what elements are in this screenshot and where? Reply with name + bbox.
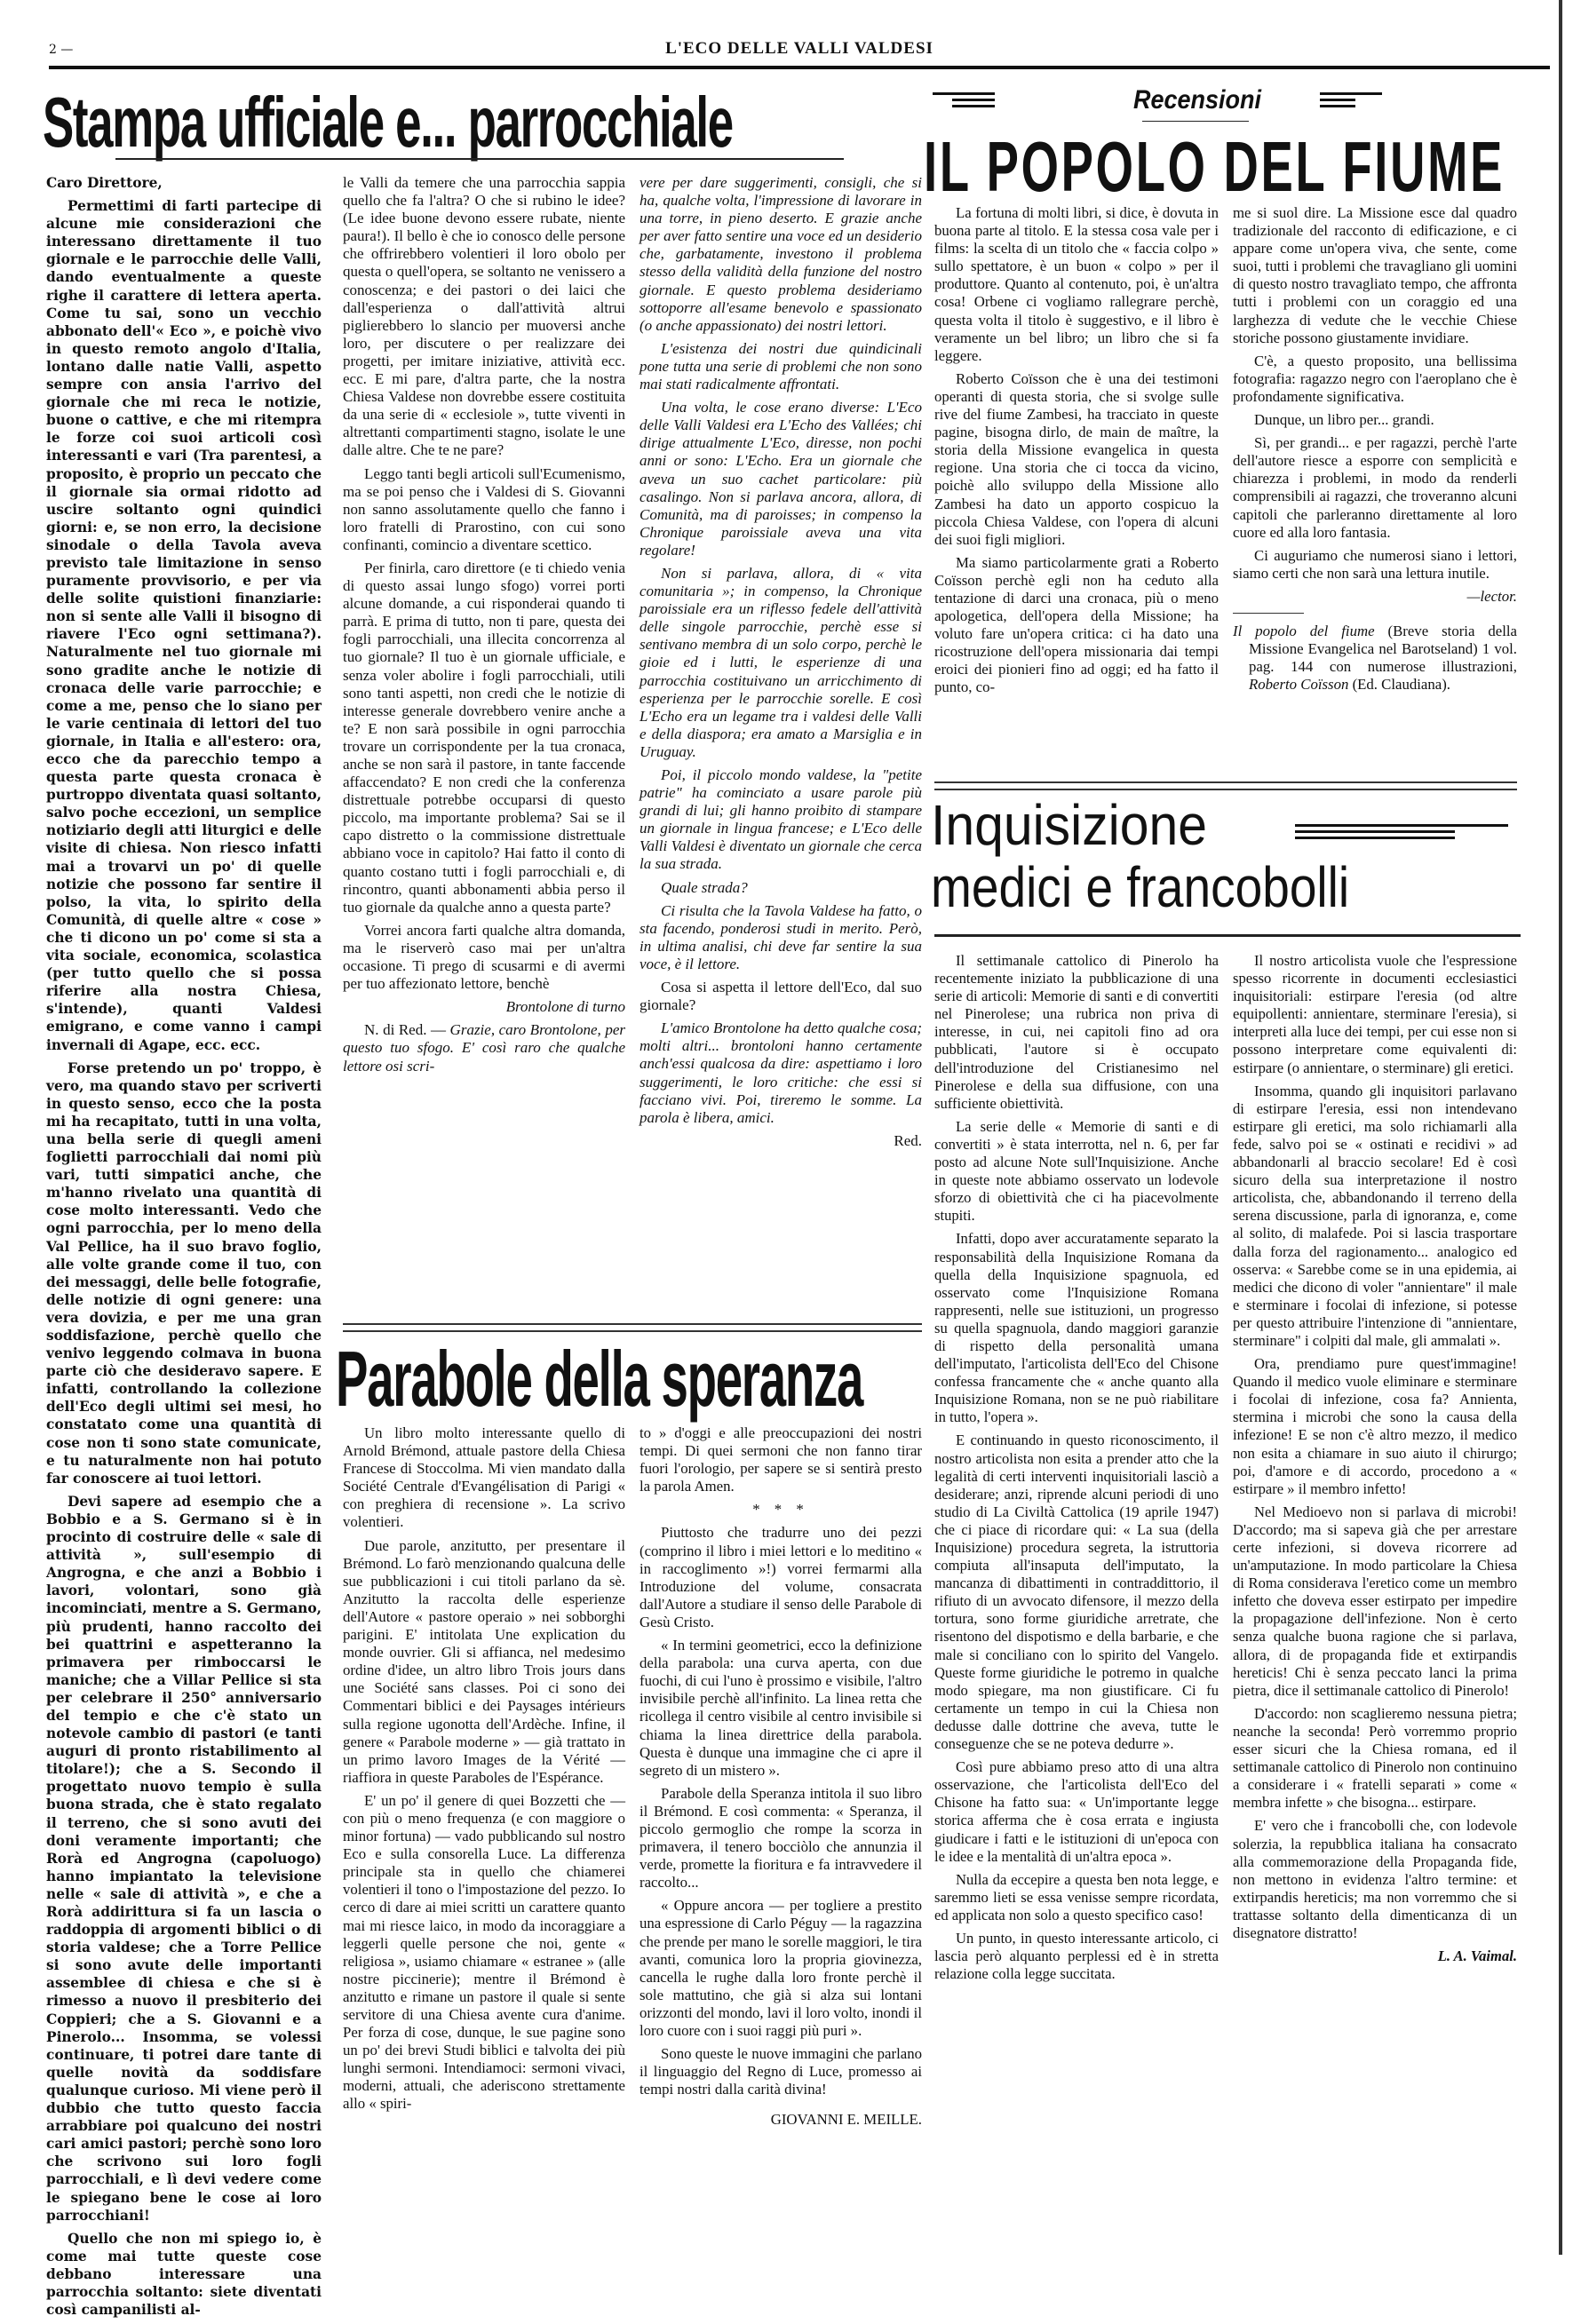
headline-stampa: Stampa ufficiale e... parrocchiale (43, 83, 733, 162)
paragraph: Il settimanale cattolico di Pinerolo ha recentemente iniziato la pubblicazione di una serie di articoli: Memorie di santi e di convertiti nel Pinerolese; una rubrica non priva di interesse, in cui, nei capitoli fino ad ora pubblicati, l'autore si è occupato dell'introduzione del Cristianesimo nel Pinerolese e della sua diffusione, con una sufficiente obiettività. (934, 952, 1219, 1112)
paragraph: Sono queste le nuove immagini che parlano il linguaggio del Regno di Luce, promesso ai tempi nostri dalla carità divina! (640, 2045, 922, 2098)
section-kicker-recensioni: Recensioni (1133, 85, 1262, 115)
signature-brontolone: Brontolone di turno (505, 998, 625, 1016)
paragraph: Nel Medioevo non si parlava di microbi! D'accordo; ma si sapeva già che per arrestare certe infezioni, si doveva ricorrere ad un'amputazione. In modo particolare la Chiesa di Roma considerava l'eretico come un membro infetto che doveva esser estirpato per impedire la propagazione dell'infezione. Non è certo senza qualche buona ragione che si parlava, allora, di de propaganda fide et extirpandis hereticis! Chi è senza peccato lanci la prima pietra, dice il settimanale cattolico di Pinerolo! (1233, 1503, 1517, 1699)
paragraph: le Valli da temere che una parrocchia sappia quello che fa l'altra? O che si rubino le idee? (Le idee buone devono essere rubate, niente paura!). Il bello è che io conosco delle persone che offrirebbero volentieri il loro obolo per questa o quell'opera, se soltanto ne venissero a conoscenza; e dei pastori o dei laici che dall'esperienza o dall'attività altrui piglierebbero lo slancio per muoversi anche loro, per discutere o per realizzare dei progetti, per imitare iniziative, attività ecc. ecc. E mi pare, d'altra parte, che la nostra Chiesa Valdese non dovrebbe essere costituita da una serie di « ecclesiole », tutte viventi in altrettanti compartimenti stagno, isolate le une dalle altre. Che te ne pare? (343, 174, 625, 459)
paragraph: Così pure abbiamo preso atto di una altra osservazione, che l'articolista dell'Eco del Chisone ha fatto sua: « Un'importante legge storica afferma che è cosa errata e ingiusta giudicare i fatti e le istituzioni di un'epoca con le idee e la mentalità di un'altra epoca ». (934, 1758, 1219, 1865)
paragraph: Dunque, un libro per... grandi. (1254, 411, 1434, 429)
headline-underline (934, 934, 1521, 937)
book-info-divider (1233, 613, 1304, 614)
paragraph: Una volta, le cose erano diverse: L'Eco delle Valli Valdesi era L'Echo des Vallées; chi dirige attualmente L'Eco, diresse, non pochi anni or sono: L'Echo. Era un giornale che aveva un suo cachet particolare: più casalingo. Non si parlava ancora, allora, di Comunità, ma di paroisses; in compenso la Chronique paroissiale aveva una vita regolare! (640, 399, 922, 559)
paragraph: to » d'oggi e alle preoccupazioni dei nostri tempi. Di quei sermoni che non fanno tirar fuori l'orologio, per sapere se si sentirà presto la parola Amen. (640, 1424, 922, 1495)
newspaper-name: L'ECO DELLE VALLI VALDESI (665, 39, 933, 58)
signature-meille: GIOVANNI E. MEILLE. (770, 2111, 922, 2129)
masthead (49, 27, 1550, 67)
stampa-col-2 (343, 174, 625, 1081)
paragraph: Parabole della Speranza intitola il suo libro il Brémond. E così commenta: « Speranza, il piccolo germoglio che rompe la scorza in primavera, il tenero bocciòlo che annunzia il verde, promette la fioritura e fa intravvedere il raccolto... (640, 1784, 922, 1892)
headline-popolo: IL POPOLO DEL FIUME (924, 127, 1505, 206)
paragraph: L'esistenza dei nostri due quindicinali pone tutta una serie di problemi che non sono mai stati radicalmente affrontati. (640, 339, 922, 393)
headline-inquisizione-line2: medici e francobolli (931, 855, 1350, 919)
book-details: (Breve storia della Missione Evangelica nel Barotseland) 1 vol. pag. 144 con numerose illustrazioni, (1249, 622, 1517, 676)
popolo-col-1 (934, 204, 1219, 702)
section-divider (934, 781, 1517, 790)
inquisizione-col-2 (1233, 952, 1517, 1971)
section-divider (343, 1323, 922, 1332)
paragraph: Ora, prendiamo pure quest'immagine! Quando il medico vuole eliminare e sterminare i focolai di infezione, cosa fa? Annienta, stermina i microbi che sono la causa della infezione! E se non c'è altro mezzo, il medico non esita a chiamare in suo aiuto il chirurgo; poi, d'amore e di accordo, procedono a « estirpare » il membro infetto! (1233, 1355, 1517, 1497)
paragraph: Ci auguriamo che numerosi siano i lettori, siamo certi che non sarà una lettura inutile. (1233, 546, 1517, 582)
paragraph: Insomma, quando gli inquisitori parlavano di estirpare l'eresia, essi non intendevano estirpare gli eretici, ma solo richiamarli alla fede, salvo poi se « ostinati e recidivi » ad abbandonarli al braccio secolare! Ed è così sicuro della sua interpretazione il nostro articolista, che, abbandonando il terreno della serena discussione, parla di ignoranza, e, come al solito, di malafede. Poi si lascia trasportare dalla forza del ragionamento... analogico ed osserva: « Sarebbe come se in una epidemia, ai medici che dicono di voler "annientare" il male e sterminare i focolai di infezione, si potesse per questo attribuire l'intenzione di "annientare, sterminare" i colpiti dal male, gli ammalati ». (1233, 1082, 1517, 1349)
paragraph: E' un po' il genere di quei Bozzetti che — con più o meno frequenza (e con maggiore o minor fortuna) — vado pubblicando sul nostro Eco e sulla consorella Luce. La differenza principale sta in quello che chiamerei volentieri il tono o l'impostazione del pezzo. Io cerco di dare ai miei scritti un carattere quanto mai mi riesce laico, in modo da incoraggiare a leggerli quelle persone che noi, gente « religiosa », usiamo chiamare « estranee » (alle nostre piccinerie); mentre il Brémond è anzitutto e rimane un pastore il quale si sente servitore di una Chiesa avente cura d'anime. Per forza di cose, dunque, le sue pagine sono un po' dei brevi Studi biblici e talvolta dei più lunghi sermoni. Intendiamoci: sermoni vivaci, moderni, attuali, che aderiscono strettamente allo « spiri- (343, 1791, 625, 2113)
paragraph: Quale strada? (661, 878, 748, 896)
paragraph: E' vero che i francobolli che, con lodevole solerzia, la repubblica italiana ha consacrato alla commemorazione della Propaganda fide, non mettono in evidenza l'altro termine: et extirpandis hereticis; ma non vorremmo che si trattasse soltanto della dimenticanza di un disegnatore distratto! (1233, 1817, 1517, 1941)
inquisizione-col-1 (934, 952, 1219, 1988)
section-separator-stars: * * * (752, 1501, 809, 1519)
paragraph: D'accordo: non scaglieremo nessuna pietra; neanche la seconda! Però vorremmo proprio esser sicuri che la Chiesa romana, ed il settimanale cattolico di Pinerolo non continuino a considerare i « fratelli separati » come « membra infette » che bisogna... estirpare. (1233, 1704, 1517, 1812)
paragraph: Ma siamo particolarmente grati a Roberto Coïsson perchè egli non ha ceduto alla tentazione di darci una cronaca, più o meno apologetica, dell'opera della Missione; ha voluto fare un'opera critica: ci ha dato una ricostruzione dell'opera missionaria dai tempi eroici dei pionieri fino ad oggi; ed ha fatto il punto, co- (934, 553, 1219, 696)
paragraph: Quello che non mi spiego io, è come mai tutte queste cose debbano interessare una parrocchia soltanto: siete diventati così campanilisti al- (46, 2230, 322, 2319)
paragraph: Non si parlava, allora, di « vita comunitaria »; in compenso, la Chronique paroissiale era un riflesso fedele dell'attività delle singole parrocchie, perchè esse si sentivano membra di un solo corpo, perchè le gioie ed i lutti, le esperienze di una parrocchia costituivano un arricchimento di esperienza per le parrocchie sorelle. E così L'Echo era un legame tra i valdesi delle Valli e della diaspora; era amato a Marsiglia e in Uruguay. (640, 564, 922, 760)
decorative-lines-right (1320, 92, 1382, 111)
paragraph: Due parole, anzitutto, per presentare il Brémond. Lo farò menzionando qualcuna delle sue pubblicazioni i cui titoli parlano da sè. Anzitutto la raccolta delle esperienze dell'Autore « pastore operaio » nei sobborghi parigini. E' intitolata Une explication du monde ouvrier. Gli si affianca, nel medesimo ordine d'idee, un altro libro Trois jours dans une Société sans classes. Poi ci sono dei Commentari biblici e dei Paysages intérieurs sulla regione ugonotta dell'Ardèche. Infine, il genere « Parabole moderne » — già trattato in un primo lavoro Images de la Vérité — riaffiora in queste Paraboles de l'Espérance. (343, 1536, 625, 1786)
paragraph: Ci risulta che la Tavola Valdese ha fatto, o sta facendo, ponderosi studi in merito. Però, in ultima analisi, chi deve far sentire la sua voce, è il lettore. (640, 901, 922, 972)
stampa-col-1 (46, 174, 322, 2324)
signature-lector: —lector. (1466, 587, 1517, 605)
paragraph: L'amico Brontolone ha detto qualche cosa; molti altri... brontoloni hanno certamente anch'essi qualcosa da dire: aspettiamo i loro suggerimenti, le loro critiche: che essi si facciano vivi. Poi, tireremo le somme. La parola è libera, amici. (640, 1019, 922, 1126)
paragraph: Poi, il piccolo mondo valdese, la "petite patrie" ha cominciato a usare parole più grandi di lui; gli hanno proibito di stampare un giornale in lingua francese; e L'Eco delle Valli Valdesi è diventato un giornale che cerca la sua strada. (640, 766, 922, 873)
paragraph: Devi sapere ad esempio che a Bobbio e a S. Germano si è in procinto di costruire delle « sale di attività », sull'esempio di Angrogna, e che anzi a Bobbio i lavori, volontari, sono già incominciati, mentre a S. Germano, più prudenti, hanno raccolto dei bei quattrini e aspetteranno la primavera per rimboccarsi le maniche; che a Villar Pellice si sta per celebrare il 250° anniversario del tempio e che c'è stato un notevole cambio di pastori (e tanti auguri di pronto ristabilimento al titolare!); che a S. Secondo il progettato nuovo tempio è sulla buona strada, che è stato regalato il terreno, che si sono avuti dei doni veramente importanti; che Rorà ed Angrogna (capoluogo) hanno impiantato la televisione nelle « sale di attività », e che a Rorà addirittura si fa un lascia o raddoppia di argomenti biblici o di storia valdese; che a Torre Pellice si sono avute delle importanti assemblee di chiesa e che si è rimesso a nuovo il presbiterio dei Coppieri; che a S. Giovanni e a Pinerolo... Insomma, se volessi continuare, ti potrei dare tante di quelle novità da soddisfare qualunque curioso. Mi viene però il dubbio che tutto questo faccia arrabbiare poi qualcuno dei nostri cari amici pastori; perchè sono loro che scrivono sui loro fogli parrocchiali, e lì devi vedere come le spiegano bene le cose ai loro parrocchiani! (46, 1493, 322, 2224)
parabole-col-2 (640, 1424, 922, 2134)
paragraph: Forse pretendo un po' troppo, è vero, ma quando stavo per scriverti in questo senso, ecco che la posta mi ha recapitato, tutti in una volta, una bella serie di quegli ameni foglietti parrocchiali dai nomi più vari, tutti simpatici anche, che m'hanno rivelato una quantità di cose molto interessanti. Vedo che ogni parrocchia, per lo meno della Val Pellice, ha il suo bravo foglio, alle volte grande come il tuo, con dei messaggi, delle belle fotografie, delle notizie di ogni genere: una vera dovizia, e per me una gran soddisfazione, perchè quello che venivo leggendo colmava in buona parte ciò che desideravo sapere. E infatti, controllando la collezione dell'Eco degli ultimi sei mesi, ho constatato come una quantità di cose non ti sono state comunicate, e tu naturalmente non hai potuto far conoscere ai tuoi lettori. (46, 1059, 322, 1487)
paragraph: C'è, a questo proposito, una bellissima fotografia: ragazzo negro con l'aeroplano che è profondamente significativa. (1233, 352, 1517, 405)
paragraph: La fortuna di molti libri, si dice, è dovuta in buona parte al titolo. E la stessa cosa vale per i films: la scelta di un titolo che « faccia colpo » sullo spettatore, è un buon « colpo » per il produttore. Quanto al contenuto, poi, è un'altra cosa! Orbene ci vogliamo rallegrare perchè, questa volta il titolo è suggestivo, e il libro è veramente un bel libro; un libro che si fa leggere. (934, 204, 1219, 364)
paragraph: Un punto, in questo interessante articolo, ci lascia però alquanto perplessi ed è in stretta relazione colla legge succitata. (934, 1929, 1219, 1983)
paragraph: E continuando in questo riconoscimento, il nostro articolista non esita a prender atto che la legalità di certi interventi inquisitoriali lasciò a desiderare; anzi, riprende alcuni periodi di uno studio di La Civiltà Cattolica (19 aprile 1947) che ci piace di ricordare qui: « La sua (della Inquisizione) procedura segreta, la istruttoria compiuta all'insaputa dell'imputato, la mancanza di dibattimenti in contraddittorio, il rifiuto di un avvocato difensore, il mezzo della tortura, sono forme giuridiche arretrate, che risentono del dispotismo e della barbarie, e che male si conciliano con lo spirito del Vangelo. Queste forme giuridiche le potremo in qualche modo spiegare, ma non giustificare. Ci fu certamente un tempo in cui la Chiesa non dedusse dalle dottrine che aveva, tutte le conseguenze che se ne poteva dedurre ». (934, 1432, 1219, 1753)
paragraph: vere per dare suggerimenti, consigli, che si ha, qualche volta, l'impressione di lavorare in una torre, in pieno deserto. E grazie anche per aver fatto sentire una voce ed un desiderio che, garbatamente, investono il problema stesso della validità della funzione del nostro giornale. E questo problema desideriamo sottoporre all'esame benevolo e spassionato (o anche appassionato) dei nostri lettori. (640, 174, 922, 334)
paragraph: me si suol dire. La Missione esce dal quadro tradizionale del racconto di edificazione, e ci appare come un'opera viva, che sente, come suoi, tutti i problemi che travagliano gli uomini di questo nostro travagliato tempo, che affronta tutti i problemi con un coraggio ed una larghezza di vedute che le vecchie Chiese storiche possono giustamente invidiare. (1233, 204, 1517, 346)
headline-inquisizione-line1: Inquisizione (931, 793, 1207, 857)
parabole-col-1 (343, 1424, 625, 2119)
paragraph: Nulla da eccepire a questa ben nota legge, e saremmo lieti se essa venisse sempre ricordata, ed applicata non solo a questo specifico caso! (934, 1870, 1219, 1923)
book-title: Il popolo del fiume (1233, 622, 1375, 639)
signature-vaimal: L. A. Vaimal. (1437, 1947, 1517, 1965)
stampa-col-3 (640, 174, 922, 1155)
page-number: 2 — (49, 43, 74, 57)
headline-underline (115, 158, 844, 160)
paragraph: La serie delle « Memorie di santi e di convertiti » è stata interrotta, nel n. 6, per far posto ad alcune Note sull'Inquisizione. Anche in queste note abbiamo osservato un lodevole sforzo di obiettività che ci ha piacevolmente stupiti. (934, 1117, 1219, 1225)
page-edge (1559, 0, 1562, 2255)
popolo-col-2 (1233, 204, 1517, 699)
paragraph: Leggo tanti begli articoli sull'Ecumenismo, ma se poi penso che i Valdesi di S. Giovanni non sanno assolutamente quello che fanno i loro fratelli di Prarostino, con cui sono confinanti, comincio a diventare scettico. (343, 464, 625, 553)
decorative-lines-left (933, 92, 995, 111)
paragraph: Per finirla, caro direttore (e ti chiedo venia di questo assai lungo sfogo) vorrei porti alcune domande, a cui risponderai quando ti parrà. E prima di tutto, non ti pare, questa dei fogli parrocchiali, una illecita concorrenza al tuo giornale? Il tuo è un giornale ufficiale, e senza voler abolire i fogli parrocchiali, utili sono tanti aspetti, non credi che le notizie di interesse generale dovrebbero venire anche a te? E non sarà possibile in ogni parrocchia trovare un corrispondente per la tua cronaca, anche se non sarà il pastore, in tante faccende affaccendato? E non credi che la conferenza distrettuale potrebbe occuparsi di questo piccolo, ma importante problema? Sai se il capo distretto o la commissione distrettuale abbiano voce in capitolo? Hai fatto il conto di quanto costano tutti i fogli parrocchiali e, di rincontro, quanti abbonamenti abbia perso il tuo giornale da qualche anno a questa parte? (343, 559, 625, 916)
salutation: Caro Direttore, (46, 175, 163, 191)
masthead-rule (49, 66, 1550, 69)
paragraph: Piuttosto che tradurre uno dei pezzi (comprino il libro i miei lettori e lo meditino « in raccoglimento »!) vorrei fermarmi alla Introduzione del volume, consacrata dall'Autore a studiare il senso delle Parabole di Gesù Cristo. (640, 1524, 922, 1630)
paragraph: Roberto Coïsson che è una dei testimoni operanti di questa storia, che si svolge sulle rive del fiume Zambesi, ha tracciato in queste pagine, bisogna dirlo, de main de maître, la storia della Missione evangelica in questa regione. Una storia che ci tocca da vicino, poichè allo sviluppo della Missione allo Zambesi ha dato un apporto cospicuo la piccola Chiesa Valdese, con l'opera di alcuni dei suoi figli migliori. (934, 369, 1219, 548)
editor-note-label: N. di Red. — (364, 1021, 446, 1039)
book-author: Roberto Coïsson (1249, 676, 1349, 694)
paragraph: Sì, per grandi... e per ragazzi, perchè l'arte dell'autore riesce a esporre con semplicità e chiarezza i problemi, in modo da renderli comprensibili ai ragazzi, che troveranno alcuni capitoli che parleranno direttamente al loro cuore ed alla loro fantasia. (1233, 434, 1517, 541)
paragraph: Cosa si aspetta il lettore dell'Eco, dal suo giornale? (640, 979, 922, 1014)
paragraph: Un libro molto interessante quello di Arnold Brémond, attuale pastore della Chiesa Francese di Stoccolma. Mi vien mandato dalla Société Centrale d'Evangélisation di Parigi « con preghiera di recensione ». La scrivo volentieri. (343, 1424, 625, 1531)
book-info (1233, 623, 1517, 694)
paragraph: Il nostro articolista vuole che l'espressione spesso ricorrente in documenti ecclesiastici inquisitoriali: estirpare l'eresia (od altre equipollenti: annientare, sterminare l'eresia), si interpreti alla luce dei tempi, per cui esse non si possono interpretare come equivalenti di: estirpare (o annientare, o sterminare) gli eretici. (1233, 952, 1517, 1076)
kicker-underline (1142, 121, 1249, 122)
book-publisher: (Ed. Claudiana). (1352, 676, 1451, 694)
paragraph: Infatti, dopo aver accuratamente separato la responsabilità della Inquisizione Romana da quella della Inquisizione spagnuola, ed osservato come l'Inquisizione Romana rappresenti, nelle sue istituzioni, un progresso su quella spagnuola, dando maggiori garanzie di rispetto della personalità umana dell'imputato, l'articolista dell'Eco del Chisone confessa francamente che « anche quanto alla Inquisizione Romana, non se ne può riabilitare in tutto, l'opera ». (934, 1230, 1219, 1426)
editor-note-text: Grazie, caro Brontolone, per questo tuo sfogo. E' così raro che qualche lettore osi scri- (343, 1021, 625, 1075)
decorative-lines-inquisizione (1295, 824, 1508, 843)
paragraph: Permettimi di farti partecipe di alcune mie considerazioni che interessano direttamente il tuo giornale e le parrocchie delle Valli, dando eventualmente a queste righe il carattere di lettera aperta. Come tu sai, sono un vecchio abbonato dell'« Eco », e poichè vivo in questo remoto angolo d'Italia, lontano dalle natie Valli, aspetto sempre con ansia l'arrivo del giornale che mi reca le notizie, buone o cattive, e che mi ritempra le forze coi suoi articoli così interessanti e vari (Tra parentesi, a proposito, è proprio un peccato che il giornale sia ormai ridotto ad uscire soltanto ogni quindici giorni: e, se non erro, la decisione sinodale o della Tavola aveva previsto tale limitazione in senso puramente provvisorio, e per via delle solite quistioni finanziarie: non si sente alle Valli il bisogno di riavere l'Eco ogni settimana?). Naturalmente nel tuo giornale mi sono gradite anche le notizie di cronaca delle varie parrocchie; e come a me, penso che lo siano per le varie centinaia di lettori del tuo giornale, in Italia e all'estero: ora, ecco che da parecchio tempo a questa parte questa cronaca è purtroppo diventata quasi soltanto, salvo poche eccezioni, un semplice notiziario degli atti liturgici e delle visite di chiesa. Non riesco infatti mai a trovarvi un po' di quelle notizie che possono far sentire il polso, la vita, lo spirito della Comunità, di quelle altre « cose » che ti dicono un po' come si sta a vita sociale, economica, scolastica (per tutto quello che si possa riferire alla nostra Chiesa, s'intende), quanti Valdesi emigrano, e come vanno i campi invernali di Agape, ecc. ecc. (46, 198, 322, 1053)
signature-red: Red. (894, 1131, 922, 1149)
paragraph: Vorrei ancora farti qualche altra domanda, ma le riserverò caso mai per un'altra occasione. Ti prego di scusarmi e di avermi per tuo affezionato lettore, benchè (343, 921, 625, 993)
editor-note (343, 1021, 625, 1075)
headline-parabole: Parabole della speranza (336, 1335, 863, 1423)
paragraph: « In termini geometrici, ecco la definizione della parabola: una curva aperta, con due fuochi, di cui l'uno è prossimo e visibile, l'altro invisibile perchè all'infinito. La linea retta che ricollega il centro visibile al centro invisibile si chiama la linea direttrice della parabola. Questa è dunque una immagine che ci apre il segreto di un mistero ». (640, 1637, 922, 1779)
paragraph: « Oppure ancora — per togliere a prestito una espressione di Carlo Péguy — la ragazzina che prende per mano le sorelle maggiori, le tira avanti, comunica loro la propria giovinezza, cancella le rughe dalla loro fronte perchè il sole mattutino, che già si alza sui lontani orizzonti del mondo, lavi il loro volto, inondi il loro cuore con i suoi raggi più puri ». (640, 1897, 922, 2039)
